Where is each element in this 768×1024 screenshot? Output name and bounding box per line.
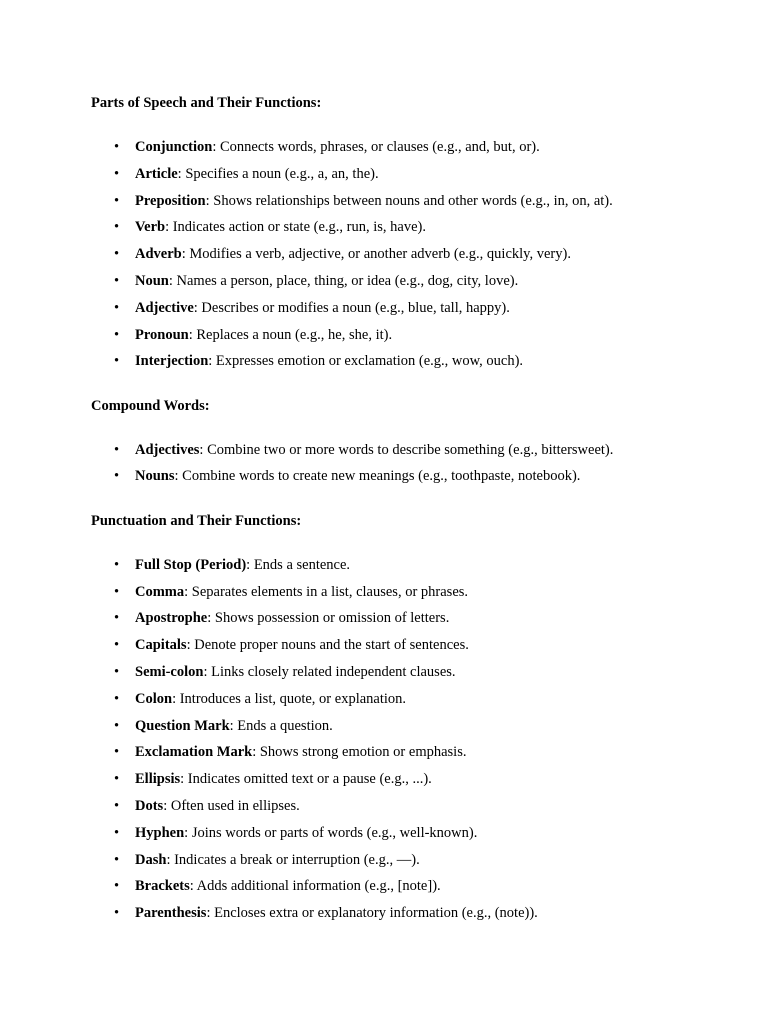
list-item-description: : Encloses extra or explanatory information (e.g., (note)). (206, 905, 538, 922)
bullet-icon: • (114, 717, 120, 734)
list-item (91, 716, 731, 743)
bullet-icon: • (114, 771, 120, 788)
list-item-description: : Expresses emotion or exclamation (e.g., wow, ouch). (208, 353, 524, 370)
list-item-term: Dash (135, 851, 167, 868)
bullet-icon: • (114, 272, 120, 289)
bullet-icon: • (114, 663, 120, 680)
list-item (91, 662, 731, 689)
list-item-description: : Indicates action or state (e.g., run, is, have). (165, 219, 426, 236)
list-item-term: Apostrophe (135, 610, 208, 627)
section-heading-parts-of-speech: Parts of Speech and Their Functions: (91, 95, 322, 111)
list-item-term: Preposition (135, 192, 206, 209)
bullet-icon: • (114, 583, 120, 600)
bullet-icon: • (114, 441, 120, 458)
list-item (91, 271, 731, 298)
bullet-icon: • (114, 165, 120, 182)
list-item-description: : Shows relationships between nouns and other words (e.g., in, on, at). (205, 192, 613, 209)
list-item-term: Conjunction (135, 139, 213, 155)
section-heading-punctuation: Punctuation and Their Functions: (91, 512, 302, 529)
bullet-icon: • (114, 192, 120, 209)
bullet-icon: • (114, 468, 120, 485)
list-item-term: Nouns (135, 468, 175, 485)
list-item (91, 217, 731, 244)
list-item (91, 635, 731, 662)
list-item-term: Full Stop (Period) (135, 556, 247, 573)
list-item (91, 191, 731, 218)
list-item-description: : Separates elements in a list, clauses, or phrases. (184, 583, 469, 600)
punctuation-list (91, 555, 731, 930)
bullet-icon: • (114, 637, 120, 654)
list-item (91, 796, 731, 823)
list-item-term: Interjection (135, 353, 209, 370)
list-item (91, 823, 731, 850)
list-item (91, 440, 731, 467)
list-item-description: : Combine two or more words to describe something (e.g., bittersweet). (199, 441, 614, 458)
list-item-description: : Specifies a noun (e.g., a, an, the). (177, 165, 379, 182)
list-item-term: Ellipsis (135, 771, 181, 788)
list-item (91, 351, 731, 378)
list-item-description: : Links closely related independent clauses. (203, 663, 456, 680)
bullet-icon: • (114, 219, 120, 236)
list-item (91, 769, 731, 796)
list-item-term: Article (135, 165, 178, 182)
bullet-icon: • (114, 353, 120, 370)
list-item-term: Hyphen (135, 824, 185, 841)
list-item (91, 850, 731, 877)
list-item (91, 244, 731, 271)
bullet-icon: • (114, 139, 120, 155)
list-item-term: Dots (135, 797, 164, 814)
list-item-term: Pronoun (135, 326, 189, 343)
section-heading-compound-words: Compound Words: (91, 397, 210, 414)
document-body (91, 93, 731, 930)
list-item-term: Verb (135, 219, 166, 236)
list-item-description: : Introduces a list, quote, or explanation. (172, 690, 407, 707)
list-item (91, 298, 731, 325)
list-item-term: Question Mark (135, 717, 230, 734)
list-item-description: : Ends a question. (229, 717, 333, 734)
list-item-term: Noun (135, 272, 169, 289)
list-item-term: Capitals (135, 637, 187, 654)
bullet-icon: • (114, 326, 120, 343)
list-item (91, 164, 731, 191)
bullet-icon: • (114, 851, 120, 868)
list-item-description: : Shows strong emotion or emphasis. (252, 744, 467, 761)
list-item-term: Adjectives (135, 441, 200, 458)
list-item (91, 555, 731, 582)
list-item-term: Colon (135, 690, 173, 707)
list-item (91, 466, 731, 493)
bullet-icon: • (114, 824, 120, 841)
parts-of-speech-list (91, 137, 731, 378)
list-item-term: Adverb (135, 246, 182, 263)
list-item-term: Parenthesis (135, 905, 207, 922)
list-item-description: : Joins words or parts of words (e.g., well-known). (184, 824, 478, 841)
list-item (91, 903, 731, 930)
list-item-description: : Ends a sentence. (246, 556, 351, 573)
list-item-description: : Describes or modifies a noun (e.g., blue, tall, happy). (193, 299, 510, 316)
list-item (91, 582, 731, 609)
list-item-term: Semi-colon (135, 663, 204, 680)
bullet-icon: • (114, 556, 120, 573)
list-item-description: : Names a person, place, thing, or idea (e.g., dog, city, love). (168, 272, 519, 289)
list-item-description: : Often used in ellipses. (163, 797, 300, 814)
list-item-term: Exclamation Mark (135, 744, 253, 761)
list-item (91, 742, 731, 769)
list-item-description: : Adds additional information (e.g., [note]). (189, 878, 441, 895)
bullet-icon: • (114, 878, 120, 895)
list-item-description: : Connects words, phrases, or clauses (e.g., and, but, or). (212, 139, 540, 155)
bullet-icon: • (114, 797, 120, 814)
list-item (91, 608, 731, 635)
list-item-description: : Modifies a verb, adjective, or another adverb (e.g., quickly, very). (181, 246, 571, 263)
compound-words-list (91, 440, 731, 494)
list-item-description: : Shows possession or omission of letters. (207, 610, 450, 627)
list-item-term: Comma (135, 583, 185, 600)
list-item-description: : Indicates omitted text or a pause (e.g., ...). (180, 771, 432, 788)
bullet-icon: • (114, 744, 120, 761)
list-item-description: : Combine words to create new meanings (e.g., toothpaste, notebook). (174, 468, 581, 485)
bullet-icon: • (114, 246, 120, 263)
list-item (91, 325, 731, 352)
list-item-description: : Indicates a break or interruption (e.g., —). (166, 851, 420, 868)
list-item (91, 876, 731, 903)
list-item-description: : Denote proper nouns and the start of sentences. (186, 637, 469, 654)
list-item-term: Adjective (135, 299, 194, 316)
list-item-description: : Replaces a noun (e.g., he, she, it). (188, 326, 393, 343)
bullet-icon: • (114, 905, 120, 922)
list-item (91, 689, 731, 716)
list-item (91, 137, 731, 164)
bullet-icon: • (114, 299, 120, 316)
list-item-term: Brackets (135, 878, 190, 895)
bullet-icon: • (114, 690, 120, 707)
bullet-icon: • (114, 610, 120, 627)
